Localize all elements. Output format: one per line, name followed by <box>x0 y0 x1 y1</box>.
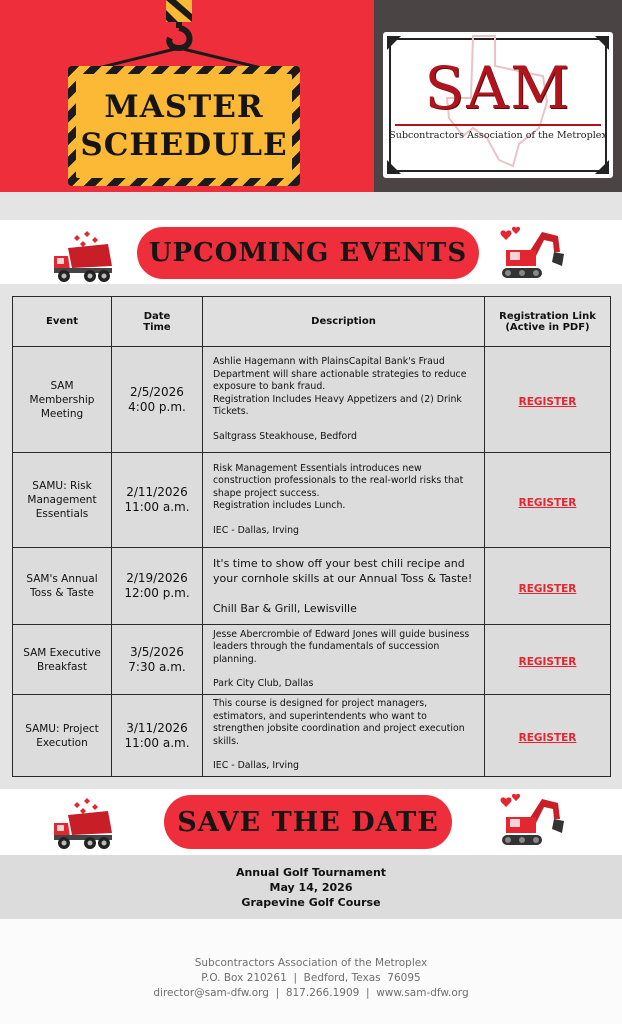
sign-title-line1: MASTER <box>104 89 264 125</box>
header-description: Description <box>203 297 485 347</box>
std-event-date: May 14, 2026 <box>269 880 353 894</box>
logo-subtitle: Subcontractors Association of the Metroplex <box>389 130 607 141</box>
upcoming-events-title: UPCOMING EVENTS <box>137 227 479 279</box>
event-location: IEC - Dallas, Irving <box>213 760 300 772</box>
event-location: Park City Club, Dallas <box>213 678 314 689</box>
save-the-date-details <box>0 855 622 919</box>
footer-contact: director@sam-dfw.org | 817.266.1909 | www.sam-dfw.org <box>153 987 469 999</box>
header-registration: Registration Link (Active in PDF) <box>485 297 611 347</box>
register-link[interactable]: REGISTER <box>518 496 577 509</box>
divider-strip <box>0 192 622 220</box>
event-name: SAM Membership Meeting <box>13 347 112 453</box>
table-row <box>13 695 611 777</box>
table-header-row <box>13 297 611 347</box>
std-event-name: Annual Golf Tournament <box>235 865 387 879</box>
excavator-hearts-icon <box>498 793 566 851</box>
std-event-location: Grapevine Golf Course <box>241 895 381 909</box>
table-row <box>13 453 611 548</box>
register-link[interactable]: REGISTER <box>518 732 577 744</box>
footer-org-name: Subcontractors Association of the Metroplex <box>194 957 428 969</box>
event-description: Risk Management Essentials introduces new construction professionals to the real-world risks that shape project success. Registration includes Lunch. IEC - Dallas, Irving <box>203 453 485 548</box>
event-description: This course is designed for project managers, estimators, and superintendents who want to strengthen jobsite coordination and project execution skills. IEC - Dallas, Irving <box>203 695 485 777</box>
register-link[interactable]: REGISTER <box>518 396 577 408</box>
register-link[interactable]: REGISTER <box>518 656 577 668</box>
event-location: Saltgrass Steakhouse, Bedford <box>213 430 357 442</box>
header-date-time: Date Time <box>112 297 203 347</box>
save-the-date-banner <box>0 789 622 855</box>
event-date-time: 2/19/2026 12:00 p.m. <box>112 548 203 625</box>
table-row <box>13 347 611 453</box>
excavator-hearts-icon <box>498 226 566 284</box>
logo-rule <box>395 124 601 126</box>
event-name: SAMU: Risk Management Essentials <box>13 453 112 548</box>
sam-logo <box>383 32 613 178</box>
dump-truck-hearts-icon <box>52 230 116 284</box>
dump-truck-hearts-icon <box>52 797 116 851</box>
event-name: SAM Executive Breakfast <box>13 625 112 695</box>
save-the-date-title: SAVE THE DATE <box>164 795 452 849</box>
event-date-time: 2/5/2026 4:00 p.m. <box>112 347 203 453</box>
table-row <box>13 548 611 625</box>
sign-title-line2: SCHEDULE <box>80 127 288 163</box>
footer <box>0 919 622 1024</box>
header-event: Event <box>13 297 112 347</box>
event-description: Ashlie Hagemann with PlainsCapital Bank's Fraud Department will share actionable strategies to reduce exposure to bank fraud. Registration Includes Heavy Appetizers and (2) Drink Tickets. Saltgrass Steakhouse, Bedford <box>203 347 485 453</box>
event-name: SAMU: Project Execution <box>13 695 112 777</box>
event-name: SAM's Annual Toss & Taste <box>13 548 112 625</box>
footer-address: P.O. Box 210261 | Bedford, Texas 76095 <box>201 972 421 984</box>
event-date-time: 3/5/2026 7:30 a.m. <box>112 625 203 695</box>
event-description: Jesse Abercrombie of Edward Jones will guide business leaders through the fundamentals of succession planning. Park City Club, Dallas <box>203 625 485 695</box>
event-location: Chill Bar & Grill, Lewisville <box>213 601 357 615</box>
event-location: IEC - Dallas, Irving <box>213 524 300 536</box>
events-table-section <box>0 284 622 789</box>
table-row <box>13 625 611 695</box>
event-description: It's time to show off your best chili recipe and your cornhole skills at our Annual Toss & Taste! Chill Bar & Grill, Lewisville <box>203 548 485 625</box>
event-date-time: 3/11/2026 11:00 a.m. <box>112 695 203 777</box>
event-date-time: 2/11/2026 11:00 a.m. <box>112 453 203 548</box>
logo-sam-text: SAM <box>424 54 572 122</box>
header <box>0 0 622 192</box>
upcoming-events-banner <box>0 220 622 286</box>
register-link[interactable]: REGISTER <box>518 582 577 595</box>
header-red-panel <box>0 0 374 192</box>
master-schedule-sign <box>68 66 300 186</box>
events-table <box>12 296 611 777</box>
